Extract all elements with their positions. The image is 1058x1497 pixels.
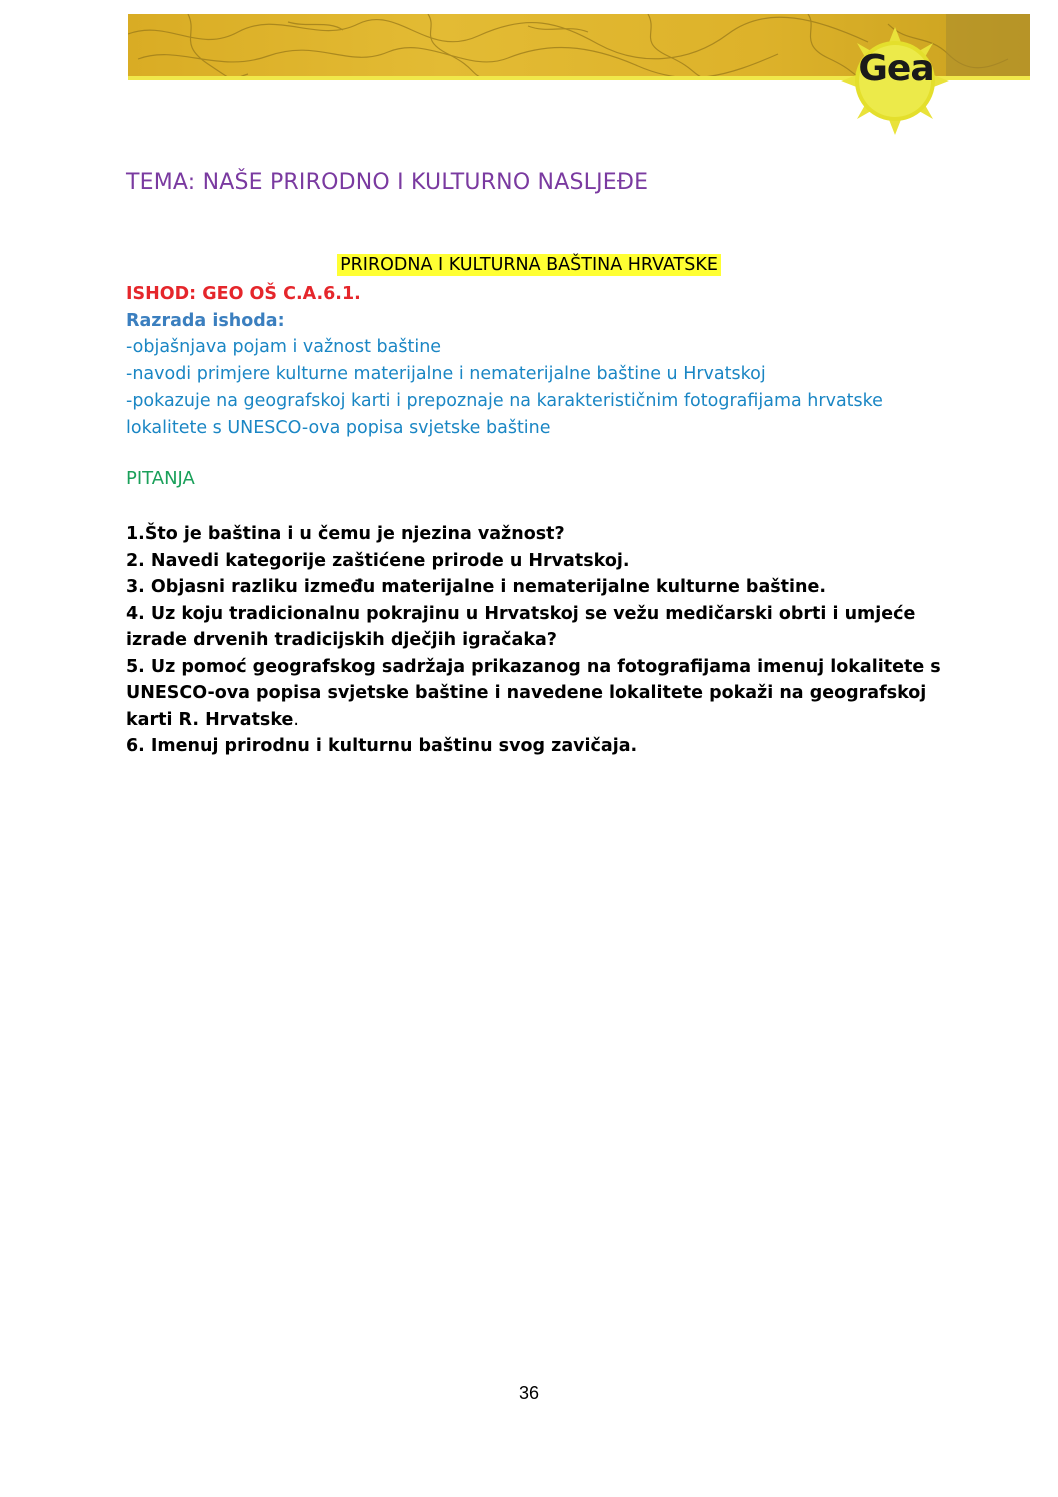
question-line: 6. Imenuj prirodnu i kulturnu baštinu svog zavičaja. [126, 736, 638, 756]
question-line [126, 707, 946, 734]
question-line: 2. Navedi kategorije zaštićene prirode u Hrvatskoj. [126, 550, 630, 571]
question-line: 5. Uz pomoć geografskog sadržaja prikazanog na fotografijama imenuj lokalitete s [126, 656, 941, 677]
question-text: karti R. Hrvatske [126, 709, 294, 730]
outcome-item: -objašnjava pojam i važnost baštine [126, 337, 442, 357]
question-line: 1.Što je baština i u čemu je njezina važnost? [126, 524, 565, 544]
outcome-item: -navodi primjere kulturne materijalne i nematerijalne baštine u Hrvatskoj [126, 364, 766, 384]
outcome-breakdown-list [126, 334, 946, 442]
question-line: 4. Uz koju tradicionalnu pokrajinu u Hrvatskoj se vežu medičarski obrti i umjeće [126, 603, 916, 624]
questions-heading: PITANJA [126, 468, 195, 489]
lesson-title-row [0, 254, 1058, 276]
question-line: UNESCO-ova popisa svjetske baštine i navedene lokalitete pokaži na geografskoj [126, 683, 927, 703]
questions-list [126, 521, 946, 760]
topic-title: TEMA: NAŠE PRIRODNO I KULTURNO NASLJEĐE [126, 170, 649, 195]
question-line: 3. Objasni razliku između materijalne i nematerijalne kulturne baštine. [126, 577, 827, 597]
lesson-title: PRIRODNA I KULTURNA BAŠTINA HRVATSKE [337, 254, 721, 276]
outcome-breakdown-heading: Razrada ishoda: [126, 311, 285, 331]
question-line: izrade drvenih tradicijskih dječjih igračaka? [126, 630, 557, 650]
page-number: 36 [518, 1383, 540, 1403]
outcome-item: lokalitete s UNESCO-ova popisa svjetske baštine [126, 418, 551, 438]
learning-outcome-code: ISHOD: GEO OŠ C.A.6.1. [126, 284, 361, 304]
gea-logo-text: Gea [858, 48, 934, 89]
outcome-item: -pokazuje na geografskoj karti i prepoznaje na karakterističnim fotografijama hrvatske [126, 391, 883, 411]
question-period: . [293, 709, 299, 730]
